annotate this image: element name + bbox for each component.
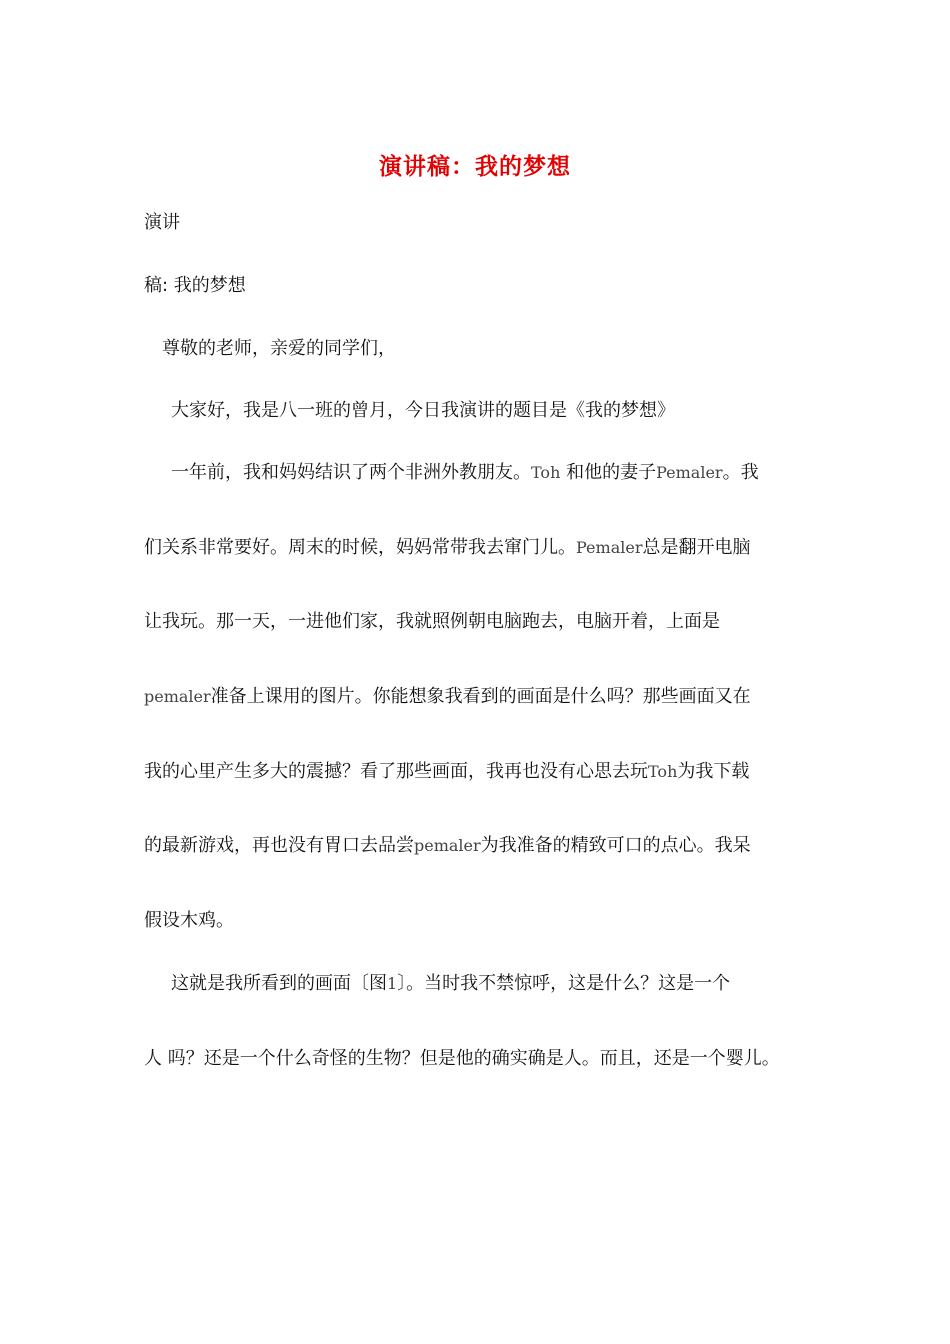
paragraph-1-line-1 (171, 459, 759, 487)
text-segment: 我的心里产生多大的震撼？看了那些画面，我再也没有心思去玩 (144, 761, 648, 782)
heading-line-1: 演讲 (144, 212, 180, 233)
paragraph-2-line-2: 人 吗？还是一个什么奇怪的生物？但是他的确实确是人。而且，还是一个婴儿。 (144, 1048, 780, 1069)
text-segment: 总是翻开电脑 (642, 537, 751, 558)
name-pemaler: Pemaler (656, 463, 723, 482)
text-segment: 准备上课用的图片。你能想象我看到的画面是什么吗？那些画面又在 (210, 686, 751, 707)
text-segment: 一年前，我和妈妈结识了两个非洲外教朋友。 (171, 462, 531, 483)
name-toh: Toh (531, 463, 561, 482)
name-pemaler: pemaler (144, 687, 211, 706)
paragraph-1-line-7: 假设木鸡。 (144, 910, 234, 931)
paragraph-1-line-5 (144, 758, 749, 786)
text-segment: 的最新游戏，再也没有胃口去品尝 (144, 835, 414, 856)
text-segment: 为我下载 (677, 761, 750, 782)
paragraph-1-line-3: 让我玩。那一天，一进他们家，我就照例朝电脑跑去，电脑开着，上面是 (144, 611, 720, 632)
paragraph-2-line-1 (171, 970, 730, 998)
text-segment: 们关系非常要好。周末的时候，妈妈常带我去窜门儿。 (144, 537, 576, 558)
paragraph-1-line-2 (144, 534, 750, 562)
text-segment: 为我准备的精致可口的点心。我呆 (480, 835, 751, 856)
name-pemaler: pemaler (414, 836, 481, 855)
name-pemaler: Pemaler (576, 538, 643, 557)
text-segment: 。我 (722, 462, 759, 483)
document-title: 演讲稿：我的梦想 (379, 153, 571, 180)
text-segment: 和他的妻子 (560, 462, 657, 483)
text-segment: 这就是我所看到的画面〔图 (171, 973, 387, 994)
name-toh: Toh (648, 762, 678, 781)
heading-line-2: 稿: 我的梦想 (144, 275, 246, 296)
text-segment: 〕。当时我不禁惊呼，这是什么？这是一个 (397, 973, 731, 994)
intro-line: 大家好，我是八一班的曾月，今日我演讲的题目是《我的梦想》 (171, 400, 675, 421)
greeting-line: 尊敬的老师，亲爱的同学们， (162, 338, 396, 359)
figure-number: 1 (387, 974, 398, 993)
paragraph-1-line-6 (144, 832, 751, 860)
paragraph-1-line-4 (144, 683, 751, 711)
